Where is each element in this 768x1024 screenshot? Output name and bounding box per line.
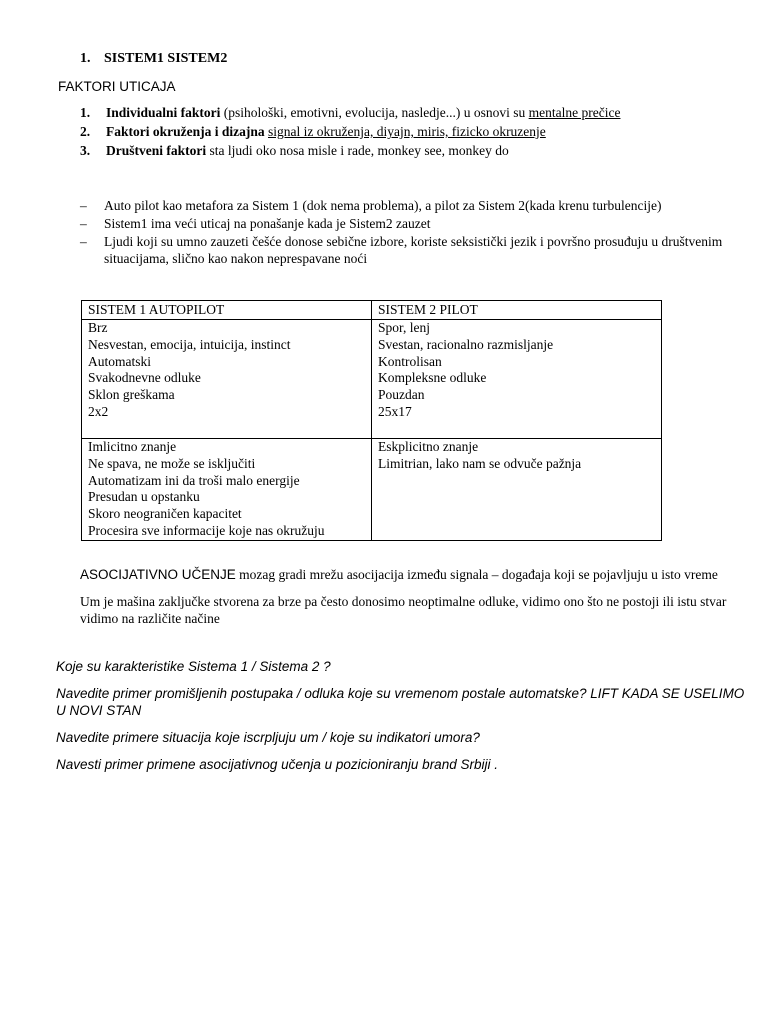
factor-name: Društveni faktori bbox=[106, 143, 207, 158]
table-header-cell: SISTEM 1 AUTOPILOT bbox=[82, 301, 372, 320]
factor-number: 3. bbox=[80, 143, 91, 158]
factor-item bbox=[80, 123, 730, 142]
table-cell bbox=[372, 320, 662, 439]
bullet-text: Auto pilot kao metafora za Sistem 1 (dok nema problema), a pilot za Sistem 2(kada krenu turbulencije) bbox=[104, 198, 662, 213]
question-text: Koje su karakteristike Sistema 1 / Sistema 2 ? bbox=[56, 659, 331, 674]
cell-line: Spor, lenj bbox=[378, 320, 430, 335]
section-number: 1. bbox=[80, 51, 91, 66]
dash-icon: – bbox=[80, 234, 87, 249]
table-cell bbox=[82, 439, 372, 541]
cell-line: Procesira sve informacije koje nas okružuju bbox=[88, 522, 325, 538]
factors-title: FAKTORI UTICAJA bbox=[58, 79, 176, 94]
bullet-text: Sistem1 ima veći uticaj na ponašanje kada je Sistem2 zauzet bbox=[104, 216, 431, 231]
cell-line: Svakodnevne odluke bbox=[88, 370, 201, 386]
cell-line: Sklon greškama bbox=[88, 387, 175, 403]
table-header-cell: SISTEM 2 PILOT bbox=[372, 301, 662, 320]
cell-line: Automatski bbox=[88, 353, 151, 369]
table-row bbox=[82, 320, 662, 439]
cell-line: Skoro neograničen kapacitet bbox=[88, 506, 242, 522]
cell-line: Limitrian, lako nam se odvuče pažnja bbox=[378, 455, 582, 471]
table-cell bbox=[372, 439, 662, 541]
factor-name: Faktori okruženja i dizajna bbox=[106, 124, 265, 139]
table-cell bbox=[82, 320, 372, 439]
factor-number: 2. bbox=[80, 124, 91, 139]
question-text: Navedite primere situacija koje iscrpljuju um / koje su indikatori umora? bbox=[56, 730, 480, 745]
bullet-item bbox=[80, 233, 740, 267]
cell-line: Nesvestan, emocija, intuicija, instinct bbox=[88, 336, 291, 352]
associative-label: ASOCIJATIVNO UČENJE bbox=[80, 567, 236, 582]
cell-line: Kontrolisan bbox=[378, 353, 442, 369]
table-header-row bbox=[82, 301, 662, 320]
section-heading bbox=[80, 50, 227, 67]
cell-line: Presudan u opstanku bbox=[88, 489, 200, 505]
factor-description: sta ljudi oko nosa misle i rade, monkey see, monkey do bbox=[206, 143, 509, 158]
dash-bullet-list bbox=[80, 197, 740, 268]
factor-underlined: signal iz okruženja, diyajn, miris, fizicko okruzenje bbox=[268, 124, 546, 139]
factors-list bbox=[80, 104, 730, 161]
dash-icon: – bbox=[80, 216, 87, 231]
cell-line: Kompleksne odluke bbox=[378, 370, 487, 386]
bullet-item bbox=[80, 215, 740, 232]
bullet-item bbox=[80, 197, 740, 214]
factor-item bbox=[80, 142, 730, 161]
factor-underlined: mentalne prečice bbox=[528, 105, 621, 120]
cell-line: Imlicitno znanje bbox=[88, 439, 177, 454]
cell-line: Eskplicitno znanje bbox=[378, 439, 479, 454]
cell-line: Ne spava, ne može se isključiti bbox=[88, 455, 256, 471]
question-text: Navesti primer primene asocijativnog učenja u pozicioniranju brand Srbiji . bbox=[56, 757, 498, 772]
bullet-text: Ljudi koji su umno zauzeti češće donose sebične izbore, koriste seksistički jezik i površno prosuđuju u društvenim situacijama, slično kao nakon neprespavane noći bbox=[104, 234, 723, 266]
questions-section bbox=[56, 658, 756, 783]
associative-learning-section bbox=[80, 566, 760, 637]
cell-line: 25x17 bbox=[378, 403, 412, 419]
cell-line: Automatizam ini da troši malo energije bbox=[88, 472, 300, 488]
associative-text: mozag gradi mrežu asocijacija između signala – događaja koji se pojavljuju u isto vreme bbox=[235, 567, 718, 582]
factor-name: Individualni faktori bbox=[106, 105, 221, 120]
cell-line: 2x2 bbox=[88, 403, 109, 419]
cell-line: Svestan, racionalno razmisljanje bbox=[378, 336, 554, 352]
dash-icon: – bbox=[80, 198, 87, 213]
factor-description: (psihološki, emotivni, evolucija, nasledje...) u osnovi su bbox=[220, 105, 529, 120]
question-text: Navedite primer promišljenih postupaka / odluka koje su vremenom postale automatske? LIFT KADA SE USELIMO U NOVI STAN bbox=[56, 686, 745, 718]
mind-paragraph: Um je mašina zaključke stvorena za brze pa često donosimo neoptimalne odluke, vidimo ono što ne postoji ili istu stvar vidimo na različite načine bbox=[80, 594, 727, 626]
cell-line: Pouzdan bbox=[378, 387, 425, 403]
factor-item bbox=[80, 104, 730, 123]
cell-line: Brz bbox=[88, 320, 108, 335]
factor-number: 1. bbox=[80, 105, 91, 120]
system-comparison-table bbox=[81, 300, 662, 541]
table-row bbox=[82, 439, 662, 541]
associative-paragraph bbox=[80, 566, 760, 583]
section-title: SISTEM1 SISTEM2 bbox=[104, 51, 228, 66]
